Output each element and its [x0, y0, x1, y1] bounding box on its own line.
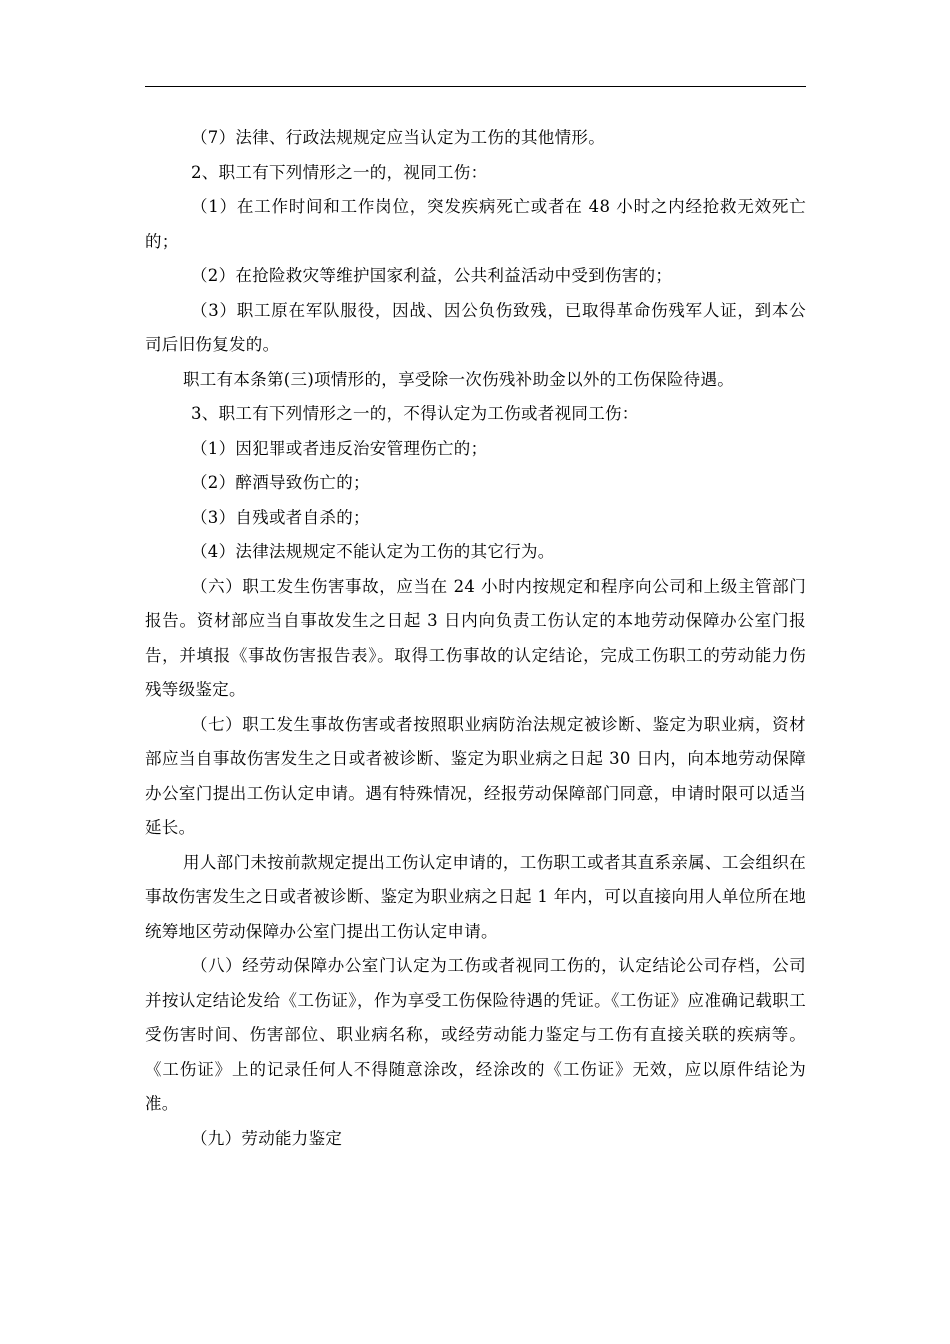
paragraph-item-7: （7）法律、行政法规规定应当认定为工伤的其他情形。 — [191, 128, 605, 147]
paragraph-section-8: （八）经劳动保障办公室门认定为工伤或者视同工伤的，认定结论公司存档，公司并按认定结论发给《工伤证》，作为享受工伤保险待遇的凭证。《工伤证》应准确记载职工受伤害时间、伤害部位、职业病名称，或经劳动能力鉴定与工伤有直接关联的疾病等。《工伤证》上的记录任何人不得随意涂改，经涂改的《工伤证》无效，应以原件结论为准。 — [145, 956, 806, 1113]
paragraph-section-2-item-3: （3）职工原在军队服役，因战、因公负伤致残，已取得革命伤残军人证，到本公司后旧伤复发的。 — [145, 300, 806, 354]
paragraph-section-2: 2、职工有下列情形之一的，视同工伤： — [191, 162, 488, 182]
document-body — [145, 121, 806, 1156]
paragraph-section-7-note: 用人部门未按前款规定提出工伤认定申请的，工伤职工或者其直系亲属、工会组织在事故伤害发生之日或者被诊断、鉴定为职业病之日起 1 年内，可以直接向用人单位所在地统筹地区劳动保障办公室门提出工伤认定申请。 — [145, 852, 806, 941]
header-rule — [145, 86, 806, 87]
paragraph-section-3: 3、职工有下列情形之一的，不得认定为工伤或者视同工伤： — [191, 404, 639, 423]
paragraph-section-3-item-4: （4）法律法规规定不能认定为工伤的其它行为。 — [191, 542, 555, 561]
paragraph-section-2-item-2: （2）在抢险救灾等维护国家利益，公共利益活动中受到伤害的； — [191, 266, 673, 285]
paragraph-section-3-item-1: （1）因犯罪或者违反治安管理伤亡的； — [191, 438, 488, 458]
paragraph-section-9: （九）劳动能力鉴定 — [191, 1128, 343, 1148]
paragraph-section-3-item-2: （2）醉酒导致伤亡的； — [191, 473, 370, 492]
paragraph-section-6: （六）职工发生伤害事故，应当在 24 小时内按规定和程序向公司和上级主管部门报告。资材部应当自事故发生之日起 3 日内向负责工伤认定的本地劳动保障办公室门报告，并填报《事故伤害报告表》。取得工伤事故的认定结论，完成工伤职工的劳动能力伤残等级鉴定。 — [145, 576, 806, 699]
paragraph-section-7: （七）职工发生事故伤害或者按照职业病防治法规定被诊断、鉴定为职业病，资材部应当自事故伤害发生之日或者被诊断、鉴定为职业病之日起 30 日内，向本地劳动保障办公室门提出工伤认定申请。遇有特殊情况，经报劳动保障部门同意，申请时限可以适当延长。 — [145, 714, 806, 837]
paragraph-section-2-item-1: （1）在工作时间和工作岗位，突发疾病死亡或者在 48 小时之内经抢救无效死亡的； — [145, 197, 806, 251]
paragraph-item-3-note: 职工有本条第(三)项情形的，享受除一次伤残补助金以外的工伤保险待遇。 — [183, 369, 735, 389]
paragraph-section-3-item-3: （3）自残或者自杀的； — [191, 507, 370, 527]
